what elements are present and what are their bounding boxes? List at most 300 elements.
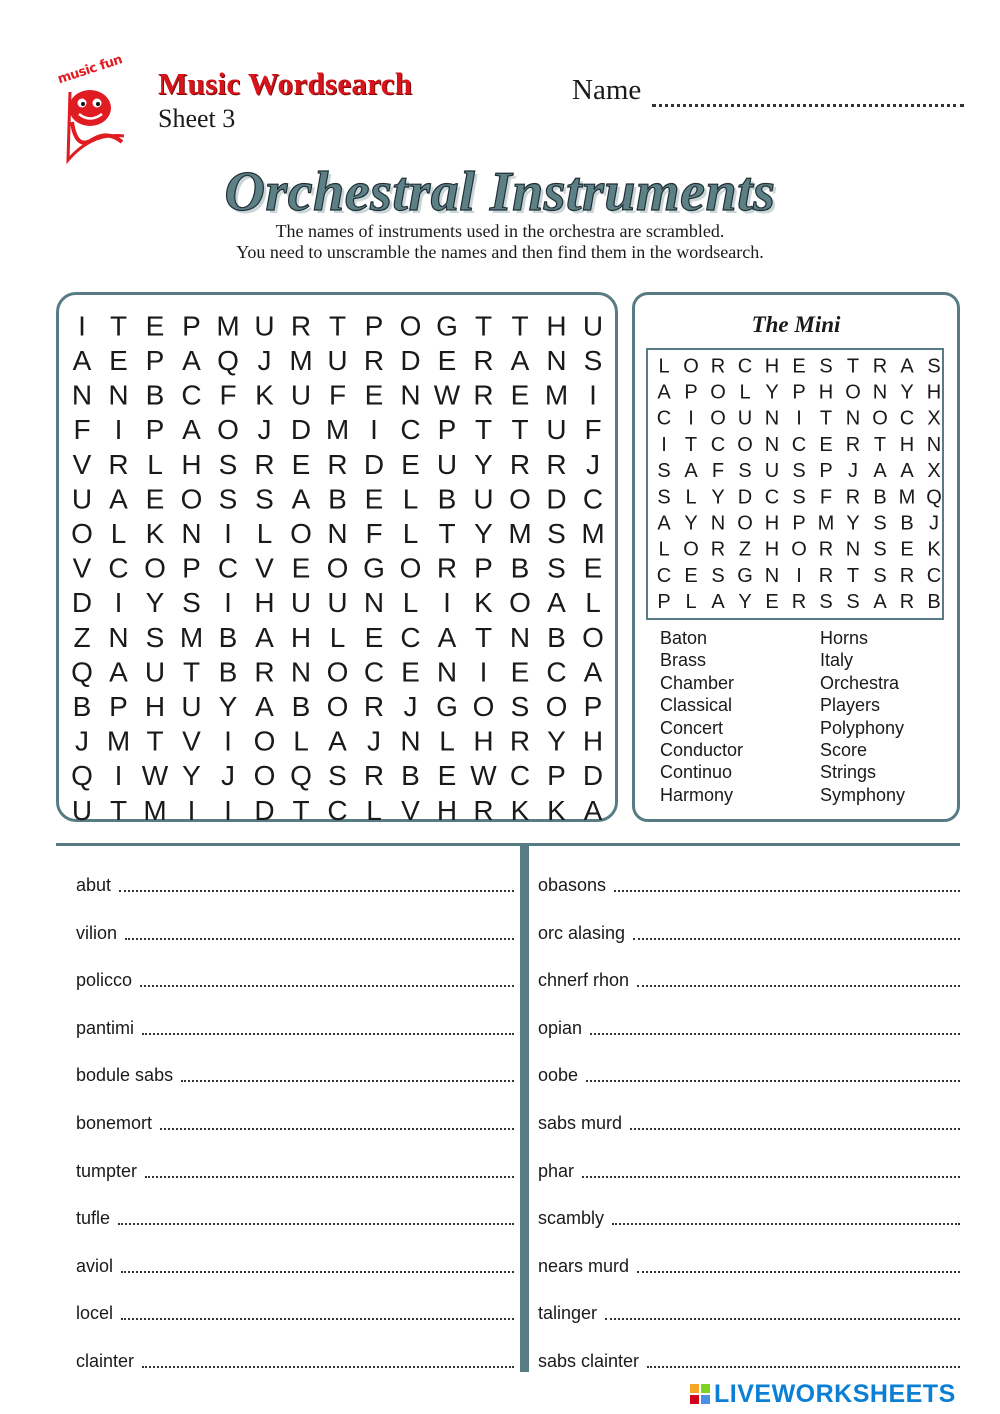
grid-letter[interactable]: C [400, 621, 421, 653]
grid-letter[interactable]: U [144, 656, 166, 688]
grid-letter[interactable]: E [510, 379, 530, 411]
grid-letter[interactable]: W [470, 760, 497, 792]
clue-row[interactable] [76, 1146, 514, 1182]
grid-letter[interactable]: O [545, 690, 568, 722]
grid-letter[interactable]: T [474, 310, 493, 342]
answer-line[interactable] [142, 1366, 514, 1368]
answer-line[interactable] [181, 1080, 514, 1082]
grid-letter[interactable]: Y [547, 725, 566, 757]
clue-row[interactable] [538, 955, 960, 991]
mini-grid-letter[interactable]: Y [900, 381, 914, 404]
grid-letter[interactable]: M [143, 794, 167, 826]
grid-letter[interactable]: O [253, 725, 276, 757]
grid-letter[interactable]: I [370, 414, 378, 446]
grid-letter[interactable]: S [328, 760, 347, 792]
grid-letter[interactable]: P [474, 552, 493, 584]
answer-line[interactable] [637, 1271, 960, 1273]
mini-grid-letter[interactable]: N [764, 433, 780, 456]
answer-line[interactable] [586, 1080, 960, 1082]
mini-grid-letter[interactable]: B [927, 591, 941, 614]
clue-row[interactable] [76, 1003, 514, 1039]
mini-grid-letter[interactable]: L [685, 591, 697, 614]
mini-grid-letter[interactable]: E [819, 433, 833, 456]
mini-grid-letter[interactable]: S [873, 538, 887, 561]
grid-letter[interactable]: O [180, 483, 203, 515]
grid-letter[interactable]: Q [71, 656, 93, 688]
grid-letter[interactable]: L [293, 725, 309, 757]
grid-letter[interactable]: A [255, 621, 274, 653]
mini-grid-letter[interactable]: S [792, 486, 806, 509]
grid-letter[interactable]: P [364, 310, 384, 342]
clue-row[interactable] [76, 955, 514, 991]
grid-letter[interactable]: Y [474, 448, 493, 480]
grid-letter[interactable]: L [402, 483, 419, 515]
grid-letter[interactable]: E [510, 656, 530, 688]
grid-letter[interactable]: B [145, 379, 165, 411]
grid-letter[interactable]: N [71, 379, 93, 411]
grid-letter[interactable]: M [179, 621, 204, 653]
grid-letter[interactable]: K [510, 794, 530, 826]
grid-letter[interactable]: Y [474, 517, 493, 549]
mini-grid-letter[interactable]: N [926, 433, 942, 456]
grid-letter[interactable]: D [254, 794, 275, 826]
mini-grid-letter[interactable]: C [791, 433, 807, 456]
grid-letter[interactable]: L [110, 517, 127, 549]
grid-letter[interactable]: I [187, 794, 196, 826]
mini-grid-letter[interactable]: N [845, 407, 861, 430]
grid-letter[interactable]: T [182, 656, 201, 688]
grid-letter[interactable]: D [400, 344, 421, 376]
grid-letter[interactable]: H [473, 725, 494, 757]
mini-grid-letter[interactable]: Y [711, 486, 725, 509]
answer-line[interactable] [145, 1176, 514, 1178]
mini-grid-letter[interactable]: C [656, 564, 672, 587]
clue-row[interactable] [538, 1098, 960, 1134]
mini-grid-letter[interactable]: X [927, 460, 941, 483]
mini-grid-letter[interactable]: N [764, 407, 780, 430]
mini-grid-letter[interactable]: K [927, 538, 941, 561]
grid-letter[interactable]: I [589, 379, 597, 411]
mini-grid-letter[interactable]: T [846, 564, 860, 587]
grid-letter[interactable]: N [509, 621, 531, 653]
grid-letter[interactable]: S [218, 483, 238, 515]
mini-grid-letter[interactable]: M [898, 486, 916, 509]
clue-row[interactable] [538, 1288, 960, 1324]
grid-letter[interactable]: O [509, 483, 531, 515]
grid-letter[interactable]: V [72, 552, 92, 584]
grid-letter[interactable]: A [437, 621, 457, 653]
grid-letter[interactable]: W [433, 379, 461, 411]
grid-letter[interactable]: H [181, 448, 202, 480]
mini-grid-letter[interactable]: S [711, 564, 725, 587]
grid-letter[interactable]: U [327, 587, 348, 619]
mini-grid-letter[interactable]: H [926, 381, 942, 404]
grid-letter[interactable]: N [400, 379, 421, 411]
grid-letter[interactable]: N [327, 517, 348, 549]
mini-grid-letter[interactable]: Y [738, 591, 752, 614]
grid-letter[interactable]: C [546, 656, 567, 688]
grid-letter[interactable]: N [108, 379, 129, 411]
clue-row[interactable] [76, 1336, 514, 1372]
mini-grid-letter[interactable]: F [819, 486, 833, 509]
grid-letter[interactable]: U [71, 794, 93, 826]
grid-letter[interactable]: Z [73, 621, 91, 653]
grid-letter[interactable]: E [583, 552, 603, 584]
grid-letter[interactable]: T [438, 517, 456, 549]
mini-grid-letter[interactable]: X [927, 407, 941, 430]
grid-letter[interactable]: T [109, 794, 128, 826]
answer-line[interactable] [118, 1223, 514, 1225]
mini-grid-letter[interactable]: C [764, 486, 780, 509]
mini-grid-letter[interactable]: S [819, 591, 833, 614]
grid-letter[interactable]: D [71, 587, 93, 619]
mini-grid-letter[interactable]: S [927, 355, 941, 378]
mini-grid-letter[interactable]: T [684, 433, 698, 456]
grid-letter[interactable]: J [367, 725, 381, 757]
clue-row[interactable] [538, 1336, 960, 1372]
grid-letter[interactable]: F [328, 379, 347, 411]
mini-grid-letter[interactable]: Y [846, 512, 860, 535]
grid-letter[interactable]: V [182, 725, 201, 757]
grid-letter[interactable]: O [326, 690, 349, 722]
mini-grid-letter[interactable]: C [899, 407, 915, 430]
mini-grid-letter[interactable]: E [900, 538, 914, 561]
clue-row[interactable] [538, 1050, 960, 1086]
clue-row[interactable] [76, 1193, 514, 1229]
grid-letter[interactable]: K [547, 794, 566, 826]
grid-letter[interactable]: I [224, 587, 232, 619]
grid-letter[interactable]: B [72, 690, 92, 722]
mini-grid-letter[interactable]: R [710, 538, 726, 561]
grid-letter[interactable]: F [73, 414, 91, 446]
mini-grid-letter[interactable]: R [845, 486, 861, 509]
clue-row[interactable] [538, 908, 960, 944]
grid-letter[interactable]: M [508, 517, 532, 549]
grid-letter[interactable]: U [436, 448, 458, 480]
clue-row[interactable] [76, 1098, 514, 1134]
grid-letter[interactable]: A [583, 794, 603, 826]
mini-grid-letter[interactable]: N [872, 381, 888, 404]
grid-letter[interactable]: Y [182, 760, 201, 792]
grid-letter[interactable]: P [145, 414, 165, 446]
mini-grid-letter[interactable]: N [710, 512, 726, 535]
grid-letter[interactable]: T [511, 310, 529, 342]
grid-letter[interactable]: H [144, 690, 166, 722]
answer-line[interactable] [142, 1033, 514, 1035]
grid-letter[interactable]: R [509, 725, 531, 757]
grid-letter[interactable]: N [363, 587, 385, 619]
clue-row[interactable] [76, 1288, 514, 1324]
grid-letter[interactable]: O [71, 517, 93, 549]
grid-letter[interactable]: C [327, 794, 348, 826]
grid-letter[interactable]: P [145, 344, 165, 376]
grid-letter[interactable]: B [437, 483, 457, 515]
grid-letter[interactable]: J [403, 690, 418, 722]
clue-row[interactable] [76, 1050, 514, 1086]
grid-letter[interactable]: H [290, 621, 312, 653]
grid-letter[interactable]: S [145, 621, 165, 653]
mini-grid-letter[interactable]: T [819, 407, 833, 430]
mini-grid-letter[interactable]: G [737, 564, 753, 587]
mini-grid-letter[interactable]: A [900, 460, 914, 483]
grid-letter[interactable]: C [582, 483, 604, 515]
mini-grid-letter[interactable]: F [711, 460, 725, 483]
mini-grid-letter[interactable]: A [873, 591, 887, 614]
grid-letter[interactable]: O [399, 310, 422, 342]
grid-letter[interactable]: E [437, 760, 457, 792]
grid-letter[interactable]: R [546, 448, 567, 480]
grid-letter[interactable]: N [546, 344, 567, 376]
mini-grid-letter[interactable]: O [683, 538, 699, 561]
clue-row[interactable] [76, 908, 514, 944]
grid-letter[interactable]: H [582, 725, 604, 757]
grid-letter[interactable]: U [582, 310, 604, 342]
grid-letter[interactable]: L [585, 587, 601, 619]
mini-grid-letter[interactable]: P [792, 381, 806, 404]
mini-grid-letter[interactable]: E [765, 591, 779, 614]
grid-letter[interactable]: A [328, 725, 347, 757]
mini-grid-letter[interactable]: R [818, 538, 834, 561]
grid-letter[interactable]: B [218, 656, 238, 688]
mini-grid-letter[interactable]: E [684, 564, 698, 587]
grid-letter[interactable]: T [146, 725, 164, 757]
mini-grid-letter[interactable]: H [764, 538, 780, 561]
grid-letter[interactable]: Q [290, 760, 312, 792]
grid-letter[interactable]: E [401, 656, 420, 688]
answer-line[interactable] [605, 1318, 960, 1320]
grid-letter[interactable]: E [291, 448, 311, 480]
grid-letter[interactable]: P [182, 310, 201, 342]
mini-grid-letter[interactable]: S [657, 460, 671, 483]
grid-letter[interactable]: E [364, 379, 384, 411]
answer-line[interactable] [630, 1128, 960, 1130]
mini-grid-letter[interactable]: I [796, 407, 802, 430]
mini-grid-letter[interactable]: U [764, 460, 780, 483]
mini-grid-letter[interactable]: S [846, 591, 860, 614]
answer-line[interactable] [612, 1223, 960, 1225]
clue-row[interactable] [538, 1241, 960, 1277]
grid-letter[interactable]: A [547, 587, 566, 619]
grid-letter[interactable]: U [290, 379, 312, 411]
grid-letter[interactable]: S [182, 587, 201, 619]
grid-letter[interactable]: H [254, 587, 275, 619]
grid-letter[interactable]: M [289, 344, 313, 376]
grid-letter[interactable]: R [108, 448, 129, 480]
grid-letter[interactable]: L [366, 794, 382, 826]
grid-letter[interactable]: E [437, 344, 457, 376]
grid-letter[interactable]: T [109, 310, 128, 342]
answer-line[interactable] [582, 1176, 960, 1178]
clue-row[interactable] [538, 860, 960, 896]
grid-letter[interactable]: Y [145, 587, 165, 619]
grid-letter[interactable]: U [473, 483, 494, 515]
grid-letter[interactable]: O [144, 552, 166, 584]
mini-grid-letter[interactable]: A [900, 355, 914, 378]
grid-letter[interactable]: A [109, 656, 128, 688]
grid-letter[interactable]: R [509, 448, 531, 480]
answer-line[interactable] [125, 938, 514, 940]
mini-grid-letter[interactable]: S [819, 355, 833, 378]
grid-letter[interactable]: N [290, 656, 312, 688]
mini-grid-letter[interactable]: S [873, 512, 887, 535]
grid-letter[interactable]: C [509, 760, 531, 792]
grid-letter[interactable]: I [114, 760, 123, 792]
clue-row[interactable] [538, 1193, 960, 1229]
mini-grid-letter[interactable]: I [688, 407, 694, 430]
answer-line[interactable] [119, 890, 514, 892]
mini-grid-letter[interactable]: Z [738, 538, 752, 561]
grid-letter[interactable]: L [402, 587, 419, 619]
grid-letter[interactable]: R [254, 656, 275, 688]
mini-grid-letter[interactable]: S [738, 460, 752, 483]
mini-grid-letter[interactable]: Q [926, 486, 942, 509]
grid-letter[interactable]: R [473, 794, 494, 826]
grid-letter[interactable]: U [327, 344, 348, 376]
grid-letter[interactable]: L [402, 517, 419, 549]
grid-letter[interactable]: C [108, 552, 129, 584]
mini-grid-letter[interactable]: I [796, 564, 802, 587]
mini-grid-letter[interactable]: J [929, 512, 939, 535]
mini-grid-letter[interactable]: O [710, 407, 726, 430]
mini-grid-letter[interactable]: L [685, 486, 697, 509]
grid-letter[interactable]: O [509, 587, 531, 619]
grid-letter[interactable]: K [255, 379, 274, 411]
grid-letter[interactable]: T [474, 621, 493, 653]
grid-letter[interactable]: J [257, 414, 272, 446]
grid-letter[interactable]: R [290, 310, 312, 342]
grid-letter[interactable]: Q [217, 344, 239, 376]
grid-letter[interactable]: R [363, 760, 385, 792]
grid-letter[interactable]: C [217, 552, 239, 584]
grid-letter[interactable]: S [583, 344, 603, 376]
grid-letter[interactable]: J [221, 760, 235, 792]
mini-grid-letter[interactable]: A [657, 512, 671, 535]
grid-letter[interactable]: N [108, 621, 129, 653]
grid-letter[interactable]: V [72, 448, 92, 480]
grid-letter[interactable]: E [401, 448, 420, 480]
grid-letter[interactable]: L [329, 621, 346, 653]
grid-letter[interactable]: U [546, 414, 567, 446]
grid-letter[interactable]: V [401, 794, 420, 826]
grid-letter[interactable]: F [365, 517, 383, 549]
grid-letter[interactable]: M [581, 517, 605, 549]
grid-letter[interactable]: B [291, 690, 311, 722]
grid-letter[interactable]: O [582, 621, 604, 653]
grid-letter[interactable]: O [399, 552, 422, 584]
grid-letter[interactable]: S [218, 448, 238, 480]
mini-grid-letter[interactable]: R [710, 355, 726, 378]
grid-letter[interactable]: M [216, 310, 240, 342]
grid-letter[interactable]: A [72, 344, 92, 376]
grid-letter[interactable]: B [328, 483, 347, 515]
grid-letter[interactable]: D [363, 448, 385, 480]
answer-line[interactable] [121, 1271, 514, 1273]
grid-letter[interactable]: B [401, 760, 420, 792]
mini-grid-letter[interactable]: O [845, 381, 861, 404]
grid-letter[interactable]: M [325, 414, 350, 446]
grid-letter[interactable]: F [584, 414, 602, 446]
mini-grid-letter[interactable]: T [846, 355, 860, 378]
grid-letter[interactable]: J [257, 344, 272, 376]
mini-grid-letter[interactable]: P [684, 381, 698, 404]
mini-grid-letter[interactable]: O [872, 407, 888, 430]
mini-grid-letter[interactable]: C [656, 407, 672, 430]
grid-letter[interactable]: R [436, 552, 458, 584]
grid-letter[interactable]: S [510, 690, 530, 722]
grid-letter[interactable]: O [253, 760, 276, 792]
mini-grid-letter[interactable]: C [926, 564, 942, 587]
mini-grid-letter[interactable]: A [684, 460, 698, 483]
answer-line[interactable] [647, 1366, 960, 1368]
grid-letter[interactable]: E [364, 483, 384, 515]
clue-row[interactable] [76, 1241, 514, 1277]
grid-letter[interactable]: R [327, 448, 348, 480]
grid-letter[interactable]: N [400, 725, 421, 757]
grid-letter[interactable]: G [363, 552, 385, 584]
mini-grid-letter[interactable]: C [710, 433, 726, 456]
grid-letter[interactable]: U [290, 587, 312, 619]
mini-grid-letter[interactable]: A [711, 591, 725, 614]
grid-letter[interactable]: I [78, 310, 86, 342]
mini-grid-letter[interactable]: R [845, 433, 861, 456]
mini-grid-letter[interactable]: M [817, 512, 835, 535]
grid-letter[interactable]: I [224, 725, 232, 757]
grid-letter[interactable]: Y [218, 690, 238, 722]
grid-letter[interactable]: K [145, 517, 165, 549]
grid-letter[interactable]: T [328, 310, 347, 342]
mini-grid-letter[interactable]: T [873, 433, 887, 456]
grid-letter[interactable]: L [256, 517, 273, 549]
grid-letter[interactable]: H [436, 794, 458, 826]
grid-letter[interactable]: D [290, 414, 312, 446]
grid-letter[interactable]: C [363, 656, 385, 688]
mini-grid-letter[interactable]: C [737, 355, 753, 378]
mini-grid-letter[interactable]: D [737, 486, 753, 509]
grid-letter[interactable]: S [547, 552, 566, 584]
grid-letter[interactable]: O [472, 690, 495, 722]
mini-grid-letter[interactable]: R [818, 564, 834, 587]
grid-letter[interactable]: I [114, 414, 123, 446]
grid-letter[interactable]: M [106, 725, 131, 757]
clue-row[interactable] [76, 860, 514, 896]
grid-letter[interactable]: I [443, 587, 451, 619]
grid-letter[interactable]: V [255, 552, 274, 584]
mini-grid-letter[interactable]: Y [765, 381, 779, 404]
grid-letter[interactable]: I [479, 656, 488, 688]
grid-letter[interactable]: H [546, 310, 567, 342]
grid-letter[interactable]: K [474, 587, 493, 619]
grid-letter[interactable]: T [292, 794, 310, 826]
grid-letter[interactable]: B [510, 552, 530, 584]
grid-letter[interactable]: O [217, 414, 239, 446]
clue-row[interactable] [538, 1003, 960, 1039]
grid-letter[interactable]: I [114, 587, 123, 619]
grid-letter[interactable]: J [586, 448, 600, 480]
mini-grid-letter[interactable]: Y [684, 512, 698, 535]
mini-grid-letter[interactable]: O [683, 355, 699, 378]
mini-grid-letter[interactable]: L [739, 381, 751, 404]
grid-letter[interactable]: E [364, 621, 384, 653]
mini-grid-letter[interactable]: O [710, 381, 726, 404]
grid-letter[interactable]: E [145, 483, 165, 515]
mini-grid-letter[interactable]: R [791, 591, 807, 614]
grid-letter[interactable]: E [291, 552, 311, 584]
mini-grid-letter[interactable]: I [661, 433, 667, 456]
grid-letter[interactable]: O [290, 517, 312, 549]
grid-letter[interactable]: I [224, 794, 232, 826]
grid-letter[interactable]: F [219, 379, 237, 411]
grid-letter[interactable]: T [474, 414, 493, 446]
